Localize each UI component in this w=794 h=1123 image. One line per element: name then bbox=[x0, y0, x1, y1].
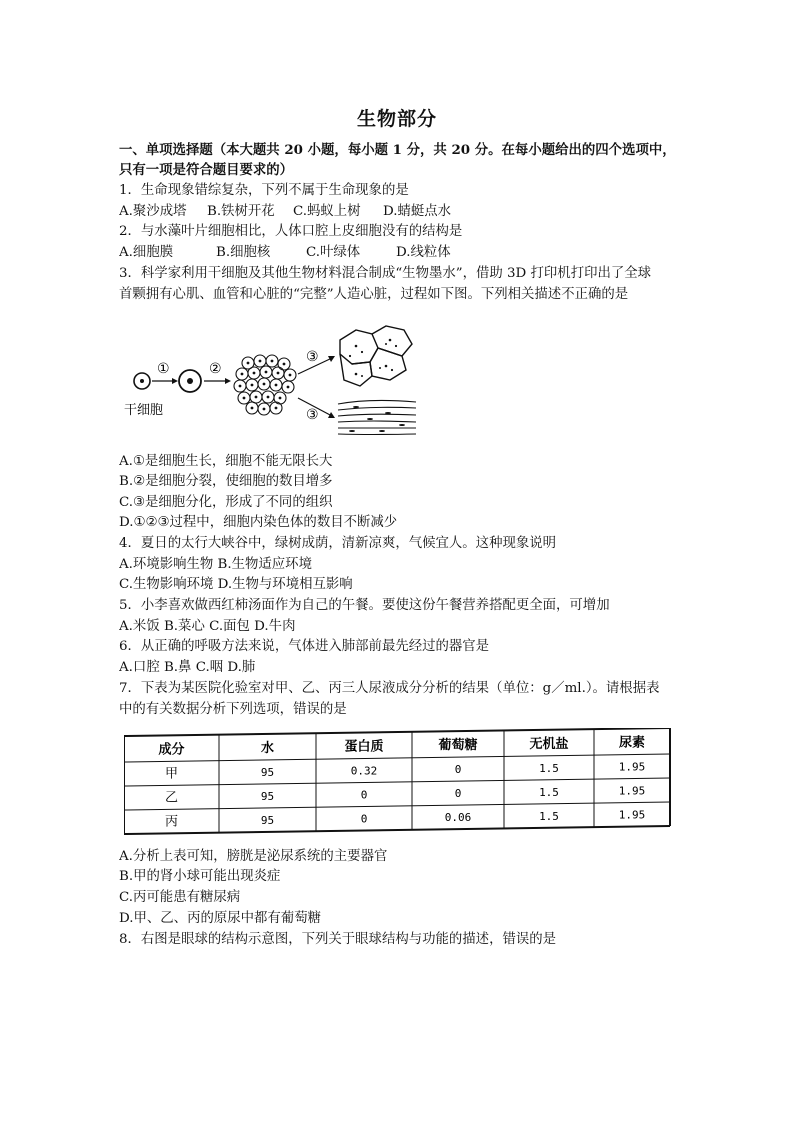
table-header-cell: 成分 bbox=[158, 742, 185, 758]
table-header-cell: 水 bbox=[260, 740, 275, 756]
table-cell: 1.5 bbox=[539, 761, 559, 775]
table-cell: 0 bbox=[360, 788, 368, 802]
question-7-stem-line1: 7．下表为某医院化验室对甲、乙、丙三人尿液成分分析的结果（单位：g／ml.）。请根据表 bbox=[119, 681, 660, 696]
q2-option-a: A.细胞膜 bbox=[119, 245, 174, 260]
q1-option-d: D.蜻蜓点水 bbox=[383, 204, 452, 219]
table-cell: 1.95 bbox=[618, 784, 646, 798]
question-5-stem: 5．小李喜欢做西红柿汤面作为自己的午餐。要使这份午餐营养搭配更全面，可增加 bbox=[119, 598, 610, 613]
q4-options-line2: C.生物影响环境 D.生物与环境相互影响 bbox=[119, 577, 353, 592]
table-cell: 1.5 bbox=[539, 809, 559, 823]
table-cell: 0 bbox=[360, 812, 368, 826]
question-3-stem-line2: 首颗拥有心肌、血管和心脏的“完整”人造心脏，过程如下图。下列相关描述不正确的是 bbox=[119, 287, 629, 302]
question-7-stem-line2: 中的有关数据分析下列选项，错误的是 bbox=[119, 702, 347, 717]
question-4-stem: 4．夏日的太行大峡谷中，绿树成荫，清新凉爽，气候宜人。这种现象说明 bbox=[119, 536, 557, 551]
q3-option-a: A.①是细胞生长，细胞不能无限长大 bbox=[119, 454, 333, 469]
q7-option-c: C.丙可能患有糖尿病 bbox=[119, 890, 241, 905]
question-8-stem: 8．右图是眼球的结构示意图，下列关于眼球结构与功能的描述，错误的是 bbox=[119, 932, 557, 947]
q1-option-c: C.蚂蚁上树 bbox=[293, 204, 361, 219]
section-heading-line1: 一、单项选择题（本大题共 20 小题，每小题 1 分，共 20 分。在每小题给出的四个选项中， bbox=[119, 142, 676, 158]
stem-cell-label: 干细胞 bbox=[124, 403, 164, 418]
question-2-stem: 2．与水藻叶片细胞相比，人体口腔上皮细胞没有的结构是 bbox=[119, 224, 463, 239]
table-header-cell: 蛋白质 bbox=[344, 739, 384, 755]
table-cell: 95 bbox=[260, 789, 275, 803]
q3-option-b: B.②是细胞分裂，使细胞的数目增多 bbox=[119, 474, 333, 489]
q6-options: A.口腔 B.鼻 C.咽 D.肺 bbox=[119, 660, 256, 675]
table-row-label: 丙 bbox=[164, 814, 179, 830]
q5-options: A.米饭 B.菜心 C.面包 D.牛肉 bbox=[119, 619, 296, 634]
q4-options-line1: A.环境影响生物 B.生物适应环境 bbox=[119, 557, 312, 572]
q3-option-d: D.①②③过程中，细胞内染色体的数目不断减少 bbox=[119, 515, 398, 530]
table-cell: 0.06 bbox=[444, 811, 472, 825]
irregular-tissue-shape bbox=[340, 326, 412, 386]
q1-option-a: A.聚沙成塔 bbox=[119, 204, 187, 219]
q2-option-d: D.线粒体 bbox=[396, 245, 451, 260]
page-title: 生物部分 bbox=[356, 108, 437, 130]
table-header-cell: 尿素 bbox=[618, 735, 646, 751]
q1-option-b: B.铁树开花 bbox=[207, 204, 275, 219]
question-3-stem-line1: 3．科学家利用干细胞及其他生物材料混合制成“生物墨水”，借助 3D 打印机打印出了全球 bbox=[119, 266, 652, 281]
q2-option-b: B.细胞核 bbox=[216, 245, 271, 260]
table-header-cell: 葡萄糖 bbox=[438, 738, 478, 754]
q2-option-c: C.叶绿体 bbox=[306, 245, 361, 260]
step-3b-label: ③ bbox=[306, 407, 319, 423]
cell-cluster bbox=[234, 355, 296, 415]
table-cell: 0 bbox=[454, 763, 462, 777]
grown-cell-shape bbox=[179, 370, 201, 392]
q3-option-c: C.③是细胞分化，形成了不同的组织 bbox=[119, 495, 333, 510]
q7-option-b: B.甲的肾小球可能出现炎症 bbox=[119, 869, 281, 884]
table-header-cell: 无机盐 bbox=[529, 736, 569, 752]
question-6-stem: 6．从正确的呼吸方法来说，气体进入肺部前最先经过的器官是 bbox=[119, 639, 490, 654]
table-row-label: 乙 bbox=[164, 790, 179, 806]
table-cell: 1.95 bbox=[618, 808, 646, 822]
question-2-options bbox=[119, 243, 699, 263]
table-cell: 1.95 bbox=[618, 760, 646, 774]
stem-cell-shape bbox=[134, 373, 150, 389]
table-cell: 0.32 bbox=[350, 764, 378, 778]
urine-analysis-table bbox=[124, 728, 672, 838]
question-1-stem: 1．生命现象错综复杂，下列不属于生命现象的是 bbox=[119, 183, 409, 198]
table-cell: 1.5 bbox=[539, 785, 559, 799]
q7-option-d: D.甲、乙、丙的原尿中都有葡萄糖 bbox=[119, 911, 321, 926]
table-cell: 95 bbox=[260, 765, 275, 779]
stem-cell-process-figure bbox=[120, 318, 420, 448]
table-cell: 95 bbox=[260, 813, 275, 827]
fiber-tissue-shape bbox=[338, 400, 416, 434]
step-3a-label: ③ bbox=[306, 349, 319, 365]
table-cell: 0 bbox=[454, 787, 462, 801]
section-heading-line2: 只有一项是符合题目要求的） bbox=[119, 162, 294, 178]
step-1-label: ① bbox=[157, 361, 170, 377]
step-2-label: ② bbox=[209, 361, 222, 377]
q7-option-a: A.分析上表可知，膀胱是泌尿系统的主要器官 bbox=[119, 849, 388, 864]
table-row-label: 甲 bbox=[164, 766, 179, 782]
question-1-options bbox=[119, 202, 699, 222]
